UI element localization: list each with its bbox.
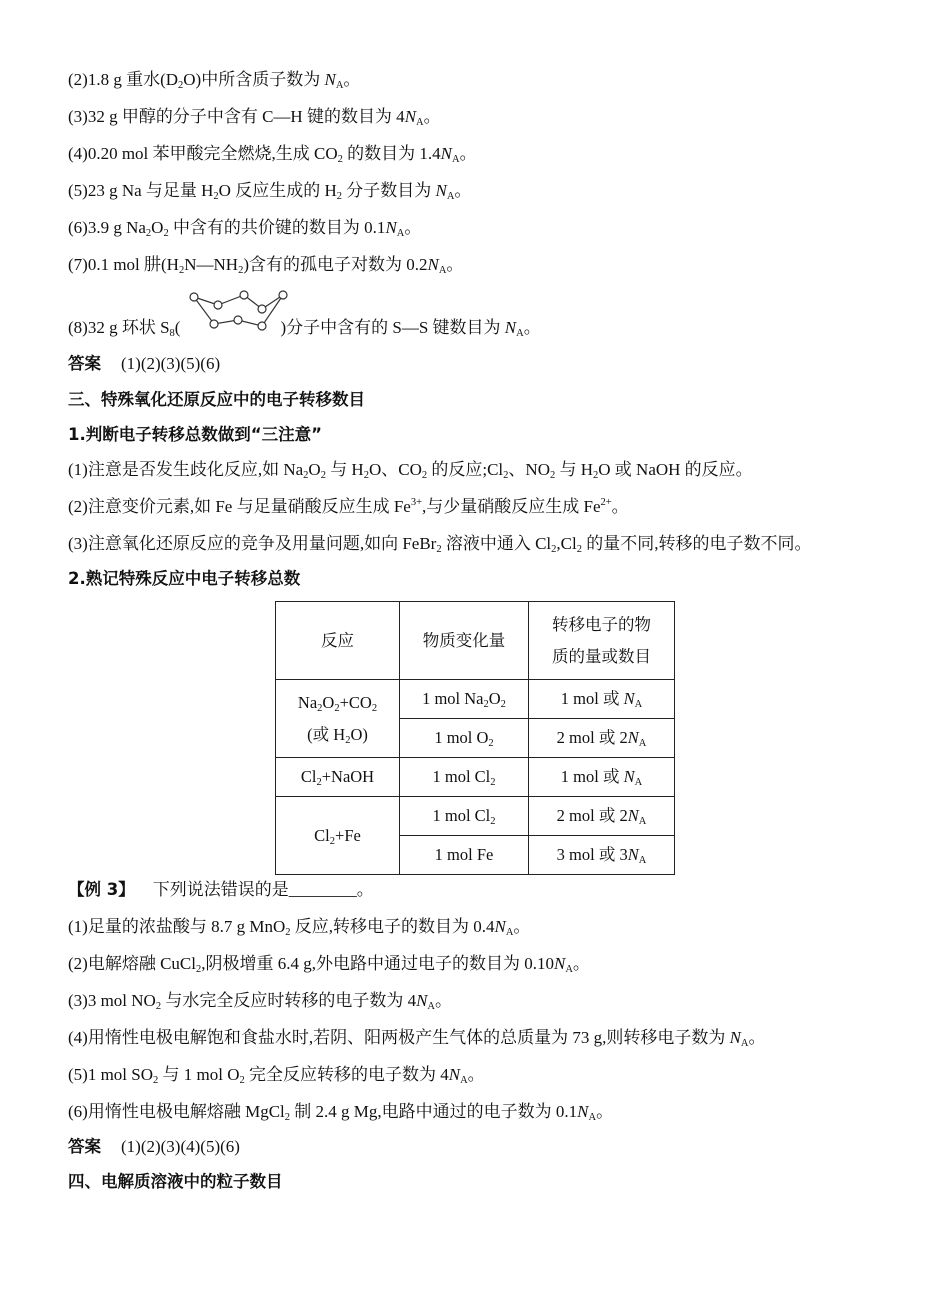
header-electrons-transferred: 转移电子的物 质的量或数目 (529, 602, 675, 680)
subsection-1-heading: 1.判断电子转移总数做到“三注意” (68, 425, 322, 444)
electron-transfer-table (275, 601, 675, 875)
statement-7: (7)0.1 mol 肼$(H_2N—NH_2)$含有的孤电子对数为 $0.2N_A$。 (68, 255, 464, 276)
example-statement-5: (5)1 mol $SO_2$ 与 1 mol $O_2$ 完全反应转移的电子数为 $4N_A$。 (68, 1065, 485, 1086)
cell-electrons: 2 mol 或 $2N_A$ (529, 797, 675, 836)
section-4-heading: 四、电解质溶液中的粒子数目 (68, 1172, 283, 1191)
cell-electrons: 2 mol 或 $2N_A$ (529, 719, 675, 758)
header-substance-change: 物质变化量 (400, 602, 529, 680)
section-3-heading: 三、特殊氧化还原反应中的电子转移数目 (68, 390, 365, 409)
cell-change: 1 mol $Cl_2$ (400, 758, 529, 797)
note-2: (2)注意变价元素,如 Fe 与足量硝酸反应生成 $Fe^{3+}$,与少量硝酸反应生成 $Fe^{2+}$。 (68, 497, 629, 516)
cell-change: 1 mol $Cl_2$ (400, 797, 529, 836)
answer-1: 答案 (1)(2)(3)(5)(6) (68, 354, 221, 373)
table-header-row (276, 602, 675, 680)
note-1: (1)注意是否发生歧化反应,如 $Na_2O_2$ 与 $H_2O$、$CO_2$ 的反应$;Cl_2$、$NO_2$ 与 $H_2O$ 或 NaOH 的反应。 (68, 460, 753, 481)
statement-2: (2)1.8 g 重水$(D_2O)$中所含质子数为 $N_A$。 (68, 70, 361, 91)
cell-change: 1 mol $O_2$ (400, 719, 529, 758)
example-statement-4: (4)用惰性电极电解饱和食盐水时,若阴、阳两极产生气体的总质量为 73 g,则转移电子数为 $N_A$。 (68, 1028, 766, 1049)
note-3: (3)注意氧化还原反应的竞争及用量问题,如向 FeBr$_2$ 溶液中通入 $Cl_2,Cl_2$ 的量不同,转移的电子数不同。 (68, 534, 812, 555)
cell-reaction-cl2-naoh: $Cl_2+NaOH$ (276, 758, 400, 797)
cell-change: 1 mol $Na_2O_2$ (400, 680, 529, 719)
statement-3: (3)32 g 甲醇的分子中含有 C—H 键的数目为 $4N_A$。 (68, 107, 441, 128)
cell-electrons: 3 mol 或 $3N_A$ (529, 836, 675, 875)
statement-4: (4)0.20 mol 苯甲酸完全燃烧,生成 $CO_2$ 的数目为 $1.4N_A$。 (68, 144, 477, 165)
example-statement-2: (2)电解熔融 CuCl$_2$,阴极增重 6.4 g,外电路中通过电子的数目为 $0.10N_A$。 (68, 954, 590, 975)
example-3-question: 【例 3】 下列说法错误的是________。 (68, 880, 374, 899)
subsection-2-heading: 2.熟记特殊反应中电子转移总数 (68, 569, 301, 588)
cell-electrons: 1 mol 或 $N_A$ (529, 758, 675, 797)
cell-reaction-na2o2: $Na_2O_2+CO_2$ (或 $H_2O$) (276, 680, 400, 758)
example-statement-6: (6)用惰性电极电解熔融 MgCl$_2$ 制 2.4 g Mg,电路中通过的电子数为 $0.1N_A$。 (68, 1102, 614, 1123)
table-row (276, 797, 675, 836)
statement-8: (8)32 g 环状 $S_8$( )分子中含有的 S—S 键数目为 $N_A$。 (68, 318, 541, 339)
table-row (276, 680, 675, 719)
statement-6: (6)3.9 g $Na_2O_2$ 中含有的共价键的数目为 $0.1N_A$。 (68, 218, 422, 239)
example-statement-1: (1)足量的浓盐酸与 8.7 g MnO$_2$ 反应,转移电子的数目为 $0.4N_A$。 (68, 917, 531, 938)
table-row (276, 758, 675, 797)
cell-reaction-cl2-fe: $Cl_2+Fe$ (276, 797, 400, 875)
answer-2: 答案 (1)(2)(3)(4)(5)(6) (68, 1137, 240, 1156)
example-statement-3: (3)3 mol $NO_2$ 与水完全反应时转移的电子数为 $4N_A$。 (68, 991, 453, 1012)
s8-ring-structure-diagram (186, 288, 290, 334)
statement-5: (5)23 g Na 与足量 $H_2O$ 反应生成的 $H_2$ 分子数目为 $N_A$。 (68, 181, 472, 202)
cell-electrons: 1 mol 或 $N_A$ (529, 680, 675, 719)
cell-change: 1 mol Fe (400, 836, 529, 875)
header-reaction: 反应 (276, 602, 400, 680)
